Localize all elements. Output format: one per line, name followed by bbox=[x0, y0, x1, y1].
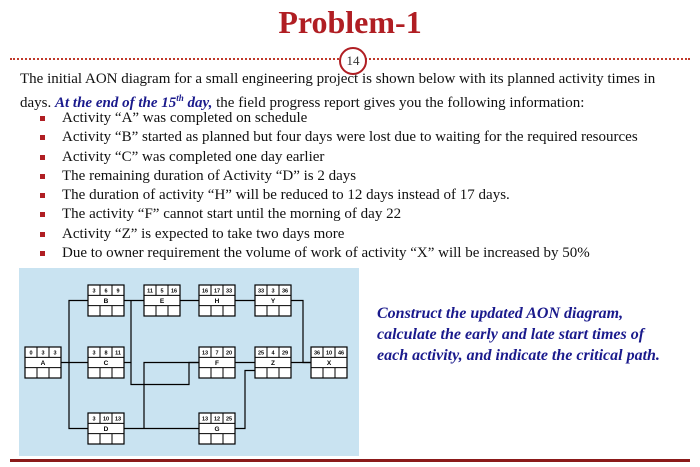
aon-node-g bbox=[199, 413, 235, 444]
node-value: 3 bbox=[53, 350, 57, 357]
node-value: 4 bbox=[271, 350, 275, 357]
node-value: 10 bbox=[325, 350, 333, 357]
node-value: 3 bbox=[271, 288, 275, 295]
node-value: 13 bbox=[201, 416, 209, 423]
node-label: Y bbox=[270, 298, 276, 305]
list-item: The activity “F” cannot start until the morning of day 22 bbox=[38, 205, 688, 224]
aon-node-c bbox=[88, 347, 124, 378]
node-value: 3 bbox=[92, 288, 96, 295]
node-value: 11 bbox=[115, 350, 121, 357]
node-value: 29 bbox=[281, 350, 289, 357]
list-item: Due to owner requirement the volume of work of activity “X” will be increased by 50% bbox=[38, 244, 688, 263]
node-label: H bbox=[214, 298, 220, 305]
link-y-x bbox=[291, 301, 311, 363]
node-value: 20 bbox=[225, 350, 233, 357]
list-item: The duration of activity “H” will be reduced to 12 days instead of 17 days. bbox=[38, 186, 688, 205]
aon-diagram bbox=[19, 268, 359, 456]
node-value: 33 bbox=[225, 288, 233, 295]
node-value: 16 bbox=[170, 288, 178, 295]
aon-node-b bbox=[88, 285, 124, 316]
node-value: 36 bbox=[281, 288, 289, 295]
instruction-text: Construct the updated AON diagram, calculate the early and late start times of each activity, and indicate the critical path. bbox=[377, 305, 660, 364]
list-item: Activity “B” started as planned but four days were lost due to waiting for the required resources bbox=[38, 128, 688, 147]
list-item: Activity “C” was completed one day earlier bbox=[38, 148, 688, 167]
node-value: 33 bbox=[257, 288, 265, 295]
node-value: 0 bbox=[29, 350, 33, 357]
node-value: 25 bbox=[225, 416, 233, 423]
node-label: G bbox=[214, 426, 220, 433]
node-value: 3 bbox=[92, 416, 96, 423]
list-item: Activity “Z” is expected to take two days more bbox=[38, 225, 688, 244]
problem-intro bbox=[20, 70, 690, 113]
bottom-divider bbox=[10, 459, 690, 462]
intro-emphasis: At the end of the 15th day, bbox=[55, 93, 213, 111]
aon-node-h bbox=[199, 285, 235, 316]
node-value: 11 bbox=[147, 288, 153, 295]
link-g-z bbox=[235, 371, 255, 429]
node-value: 10 bbox=[102, 416, 110, 423]
intro-text-2: the field progress report gives you the following information: bbox=[212, 95, 585, 111]
aon-node-e bbox=[144, 285, 180, 316]
node-value: 13 bbox=[201, 350, 209, 357]
aon-node-z bbox=[255, 347, 291, 378]
link-a-d bbox=[69, 363, 88, 429]
node-value: 7 bbox=[215, 350, 219, 357]
node-value: 8 bbox=[104, 350, 108, 357]
node-label: D bbox=[103, 426, 109, 433]
node-value: 36 bbox=[313, 350, 321, 357]
node-value: 17 bbox=[213, 288, 221, 295]
node-label: F bbox=[215, 360, 219, 367]
node-value: 9 bbox=[116, 288, 120, 295]
node-value: 25 bbox=[257, 350, 265, 357]
node-value: 13 bbox=[114, 416, 122, 423]
node-label: A bbox=[40, 360, 46, 367]
aon-node-f bbox=[199, 347, 235, 378]
aon-node-a bbox=[25, 347, 61, 378]
slide-title: Problem-1 bbox=[278, 4, 422, 40]
aon-diagram-svg bbox=[19, 268, 359, 456]
link-c-f bbox=[131, 363, 199, 385]
node-label: E bbox=[159, 298, 165, 305]
progress-report-list bbox=[38, 109, 688, 263]
list-item: Activity “A” was completed on schedule bbox=[38, 109, 688, 128]
aon-node-y bbox=[255, 285, 291, 316]
aon-node-d bbox=[88, 413, 124, 444]
link-d-f bbox=[144, 363, 199, 429]
node-label: C bbox=[103, 360, 109, 367]
link-c-e bbox=[124, 301, 131, 363]
node-label: X bbox=[326, 360, 332, 367]
node-value: 3 bbox=[92, 350, 96, 357]
slide-number-badge: 14 bbox=[339, 47, 367, 75]
node-value: 16 bbox=[201, 288, 209, 295]
node-label: B bbox=[103, 298, 109, 305]
node-value: 3 bbox=[41, 350, 45, 357]
node-value: 46 bbox=[337, 350, 345, 357]
node-value: 6 bbox=[104, 288, 108, 295]
node-label: Z bbox=[271, 360, 275, 367]
link-a-b bbox=[69, 301, 88, 363]
node-value: 5 bbox=[160, 288, 164, 295]
aon-node-x bbox=[311, 347, 347, 378]
node-value: 12 bbox=[213, 416, 221, 423]
intro-text-1: The initial AON diagram for a small engineering project is shown below with its planned activity times in days. bbox=[20, 71, 656, 111]
list-item: The remaining duration of Activity “D” is 2 days bbox=[38, 167, 688, 186]
